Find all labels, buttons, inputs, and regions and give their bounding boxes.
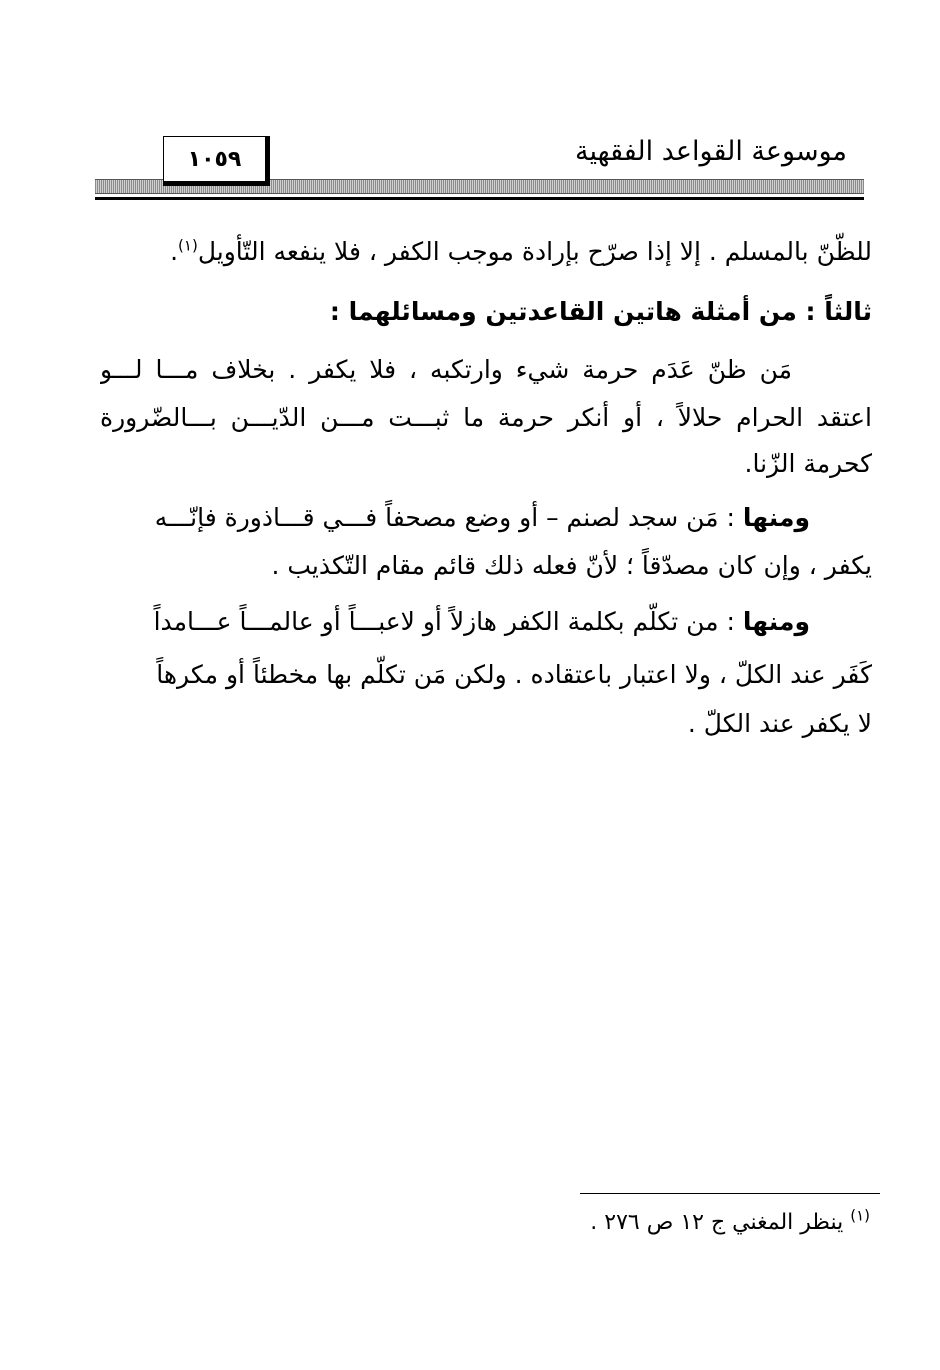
paragraph-label: ومنها: [742, 503, 810, 532]
text-line: اعتقد الحرام حلالاً ، أو أنكر حرمة ما ثبـــت مـــن الدّيـــن بـــالضّرورة: [100, 403, 872, 432]
text-line: لا يكفر عند الكلّ .: [687, 709, 872, 738]
text-line: كَفَر عند الكلّ ، ولا اعتبار باعتقاده . ولكن مَن تكلّم بها مخطئاً أو مكرهاً: [156, 660, 872, 689]
line-text: : مَن سجد لصنم – أو وضع مصحفاً فـــي قـــاذورة فإنّـــه: [154, 503, 743, 532]
text-line: مَن ظنّ عَدَم حرمة شيء وارتكبه ، فلا يكفر . بخلاف مـــا لـــو: [100, 355, 792, 384]
running-header-title: موسوعة القواعد الفقهية: [575, 136, 847, 167]
footnote-rule: [580, 1193, 880, 1194]
line-text: للظّنّ بالمسلم . إلا إذا صرّح بإرادة موجب الكفر ، فلا ينفعه التّأويل: [197, 237, 872, 266]
text-line: كحرمة الزّنا.: [744, 449, 872, 478]
footnote-text: ينظر المغني ج ١٢ ص ٢٧٦ .: [590, 1210, 851, 1235]
text-line: [100, 232, 872, 274]
text-line: يكفر ، وإن كان مصدّقاً ؛ لأنّ فعله ذلك قائم مقام التّكذيب .: [271, 551, 872, 580]
header-rule: [95, 197, 864, 200]
text-line: [100, 602, 810, 644]
line-text: : من تكلّم بكلمة الكفر هازلاً أو لاعبـــاً أو عالمـــاً عـــامداً: [153, 607, 743, 636]
paragraph-label: ومنها: [742, 607, 810, 636]
footnote-marker: (١): [850, 1206, 870, 1225]
section-heading: ثالثاً : من أمثلة هاتين القاعدتين ومسائلهما :: [329, 297, 872, 326]
text-line: [100, 498, 810, 540]
page-number: ١٠٥٩: [187, 146, 242, 172]
footnote-ref: (١): [178, 236, 198, 255]
page-number-box: [163, 136, 270, 186]
footnote: [590, 1206, 870, 1235]
line-end: .: [170, 237, 179, 266]
